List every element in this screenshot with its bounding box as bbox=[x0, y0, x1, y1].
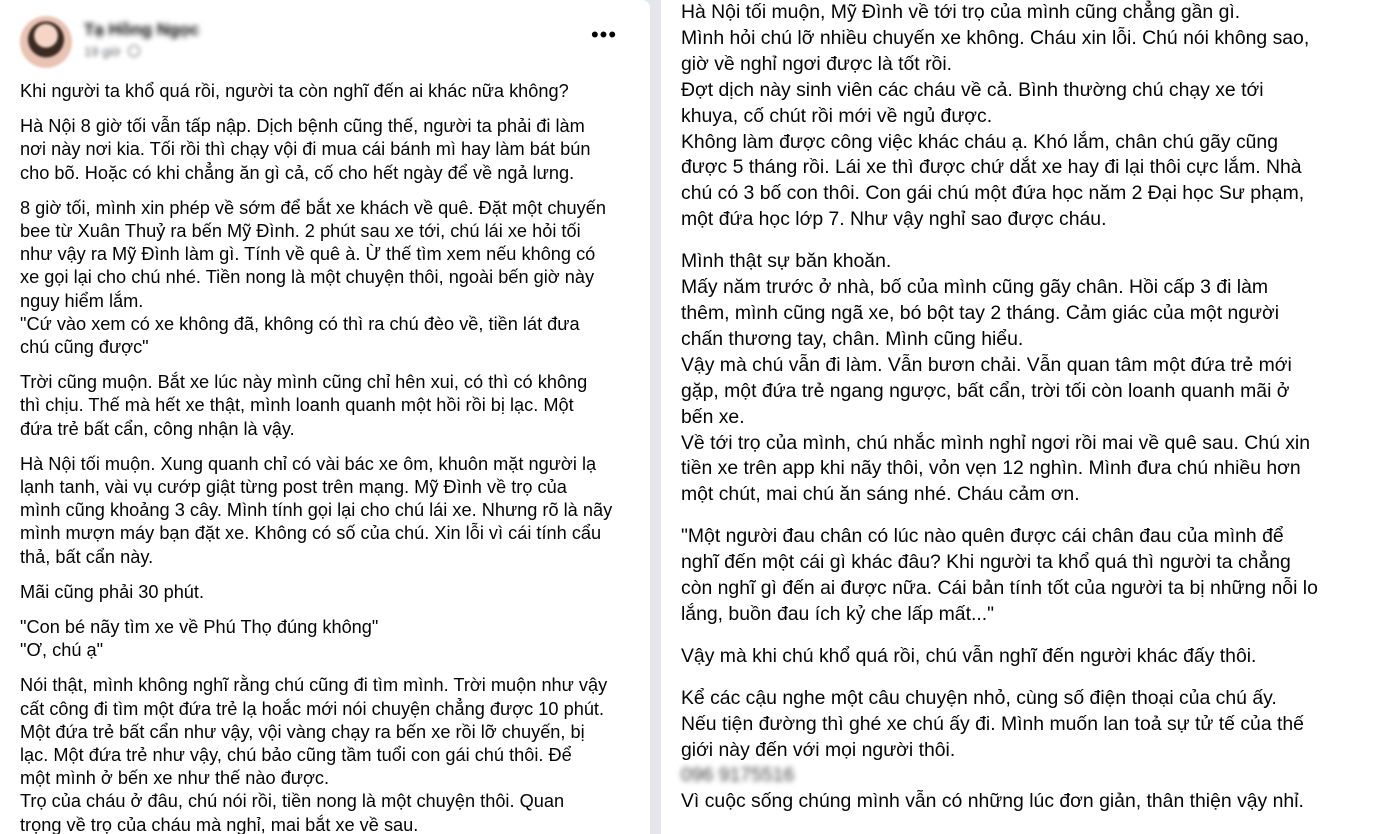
paragraph: 8 giờ tối, mình xin phép về sớm để bắt xe khách về quê. Đặt một chuyến bee từ Xuân Thuỷ ra bến Mỹ Đình. 2 phút sau xe tới, chú lái xe hỏi tối như vậy ra Mỹ Đình làm gì. Tính về quê à. Ừ thế tìm xem nếu không có xe gọi lại cho chú nhé. Tiền nong là một chuyện thôi, ngoài bến giờ này nguy hiểm lắm. "Cứ vào xem có xe không đã, không có thì ra chú đèo về, tiền lát đưa chú cũng được" bbox=[20, 197, 606, 358]
post-text-left bbox=[20, 80, 640, 834]
paragraph: Hà Nội 8 giờ tối vẫn tấp nập. Dịch bệnh cũng thế, người ta phải đi làm nơi này nơi kia. Tối rồi thì chạy vội đi mua cái bánh mì hay làm bát bún cho bõ. Hoặc có khi chẳng ăn gì cả, cố cho hết ngày để về ngả lưng. bbox=[20, 116, 591, 183]
post-header bbox=[20, 14, 630, 70]
post-card-left bbox=[0, 0, 650, 834]
phone-line bbox=[681, 763, 1381, 789]
paragraph: Nói thật, mình không nghĩ rằng chú cũng đi tìm mình. Trời muộn như vậy cất công đi tìm một đứa trẻ lạ hoắc mới nói chuyện chẳng được 10 phút. Một đứa trẻ bất cẩn như vậy, vội vàng chạy ra bến xe rồi lỡ chuyến, bị lạc. Một đứa trẻ như vậy, chú bảo cũng tầm tuổi con gái chú thôi. Để một mình ở bến xe như thế nào được. Trọ của cháu ở đâu, chú nói rồi, tiền nong là một chuyện thôi. Quan trọng về trọ của cháu mà nghỉ, mai bắt xe về sau. bbox=[20, 675, 608, 834]
paragraph: Mình thật sự băn khoăn. Mấy năm trước ở nhà, bố của mình cũng gãy chân. Hồi cấp 3 đi làm thêm, mình cũng ngã xe, bó bột tay 2 tháng. Cảm giác của một người chấn thương tay, chân. Mình cũng hiểu. Vậy mà chú vẫn đi làm. Vẫn bươn chải. Vẫn quan tâm một đứa trẻ mới gặp, một đứa trẻ ngang ngược, bất cẩn, trời tối còn loanh quanh mãi ở bến xe. Về tới trọ của mình, chú nhắc mình nghỉ ngơi rồi mai về quê sau. Chú xin tiền xe trên app khi nãy thôi, vỏn vẹn 12 nghìn. Mình đưa chú nhiều hơn một chút, mai chú ăn sáng nhé. Cháu cảm ơn. bbox=[681, 250, 1311, 506]
author-name[interactable]: Tạ Hồng Ngọc bbox=[84, 20, 200, 39]
post-meta bbox=[84, 44, 140, 59]
phone-number: 096 9175516 bbox=[681, 764, 795, 787]
paragraph: Hà Nội tối muộn, Mỹ Đình về tới trọ của mình cũng chẳng gần gì. Mình hỏi chú lỡ nhiều chuyến xe không. Cháu xin lỗi. Chú nói không sao, giờ về nghỉ ngơi được là tốt rồi. Đợt dịch này sinh viên các cháu về cả. Bình thường chú chạy xe tới khuya, cố chút rồi mới về ngủ được. Không làm được công việc khác cháu ạ. Khó lắm, chân chú gãy cũng được 5 tháng rồi. Lái xe thì được chứ dắt xe hay đi lại thôi cực lắm. Nhà chú có 3 bố con thôi. Con gái chú một đứa học năm 2 Đại học Sư phạm, một đứa học lớp 7. Như vậy nghỉ sao được cháu. bbox=[681, 1, 1310, 231]
post-card-right bbox=[661, 0, 1390, 834]
post-time[interactable]: 19 giờ bbox=[84, 44, 121, 59]
more-options-icon[interactable]: ••• bbox=[590, 22, 618, 47]
avatar[interactable] bbox=[20, 16, 72, 68]
paragraph: Hà Nội tối muộn. Xung quanh chỉ có vài bác xe ôm, khuôn mặt người lạ lạnh tanh, vài vụ cướp giật từng post trên mạng. Mỹ Đình về trọ của mình cũng khoảng 3 cây. Mình tính gọi lại cho chú lái xe. Nhưng rõ là nãy mình mượn máy bạn đặt xe. Không có số của chú. Xin lỗi vì cái tính cẩu thả, bất cẩn này. bbox=[20, 453, 613, 567]
paragraph: Khi người ta khổ quá rồi, người ta còn nghĩ đến ai khác nữa không? bbox=[20, 81, 569, 101]
paragraph: "Một người đau chân có lúc nào quên được cái chân đau của mình để nghĩ đến một cái gì khác đâu? Khi người ta khổ quá thì người ta chẳng còn nghĩ gì đến ai được nữa. Cái bản tính tốt của người ta bị những nỗi lo lắng, buồn đau ích kỷ che lấp mất..." bbox=[681, 525, 1318, 625]
paragraph: Kể các cậu nghe một câu chuyện nhỏ, cùng số điện thoại của chú ấy. Nếu tiện đường thì ghé xe chú ấy đi. Mình muốn lan toả sự tử tế của thế giới này đến với mọi người thôi. bbox=[681, 686, 1304, 761]
paragraph: Vậy mà khi chú khổ quá rồi, chú vẫn nghĩ đến người khác đấy thôi. bbox=[681, 644, 1257, 667]
paragraph: Mãi cũng phải 30 phút. bbox=[20, 581, 205, 602]
globe-icon bbox=[128, 45, 140, 57]
post-text-right bbox=[681, 0, 1381, 815]
paragraph: Trời cũng muộn. Bắt xe lúc này mình cũng chỉ hên xui, có thì có không thì chịu. Thế mà hết xe thật, mình loanh quanh một hồi rồi bị lạc. Một đứa trẻ bất cẩn, công nhận là vậy. bbox=[20, 372, 588, 439]
closing-line: Vì cuộc sống chúng mình vẫn có những lúc đơn giản, thân thiện vậy nhỉ. bbox=[681, 790, 1304, 813]
paragraph: "Con bé nãy tìm xe về Phú Thọ đúng không" "Ơ, chú ạ" bbox=[20, 617, 379, 661]
